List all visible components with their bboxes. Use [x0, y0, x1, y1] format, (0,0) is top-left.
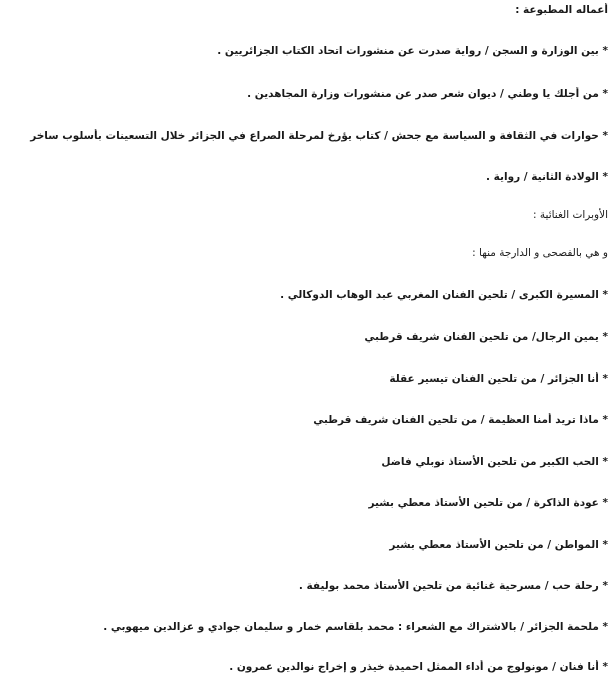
document-page: [6, 0, 614, 677]
operettas-intro: و هي بالفصحى و الدارجة منها :: [472, 247, 608, 259]
operetta-item: * المواطن / من تلحين الأستاذ معطي بشير: [389, 539, 608, 551]
operetta-item: * ملحمة الجزائر / بالاشتراك مع الشعراء : محمد بلقاسم خمار و سليمان جوادي و عزالدين ميهوبي .: [103, 621, 608, 633]
operetta-item: * أنا الجزائر / من تلحين الفنان تيسير عقلة: [389, 373, 608, 385]
operetta-item: * الحب الكبير من تلحين الأستاذ نوبلي فاضل: [381, 456, 608, 468]
printed-work-item: * الولادة الثانية / رواية .: [486, 171, 608, 183]
printed-work-item: * من أجلك يا وطني / ديوان شعر صدر عن منشورات وزارة المجاهدين .: [247, 88, 608, 100]
printed-work-item: * بين الوزارة و السجن / رواية صدرت عن منشورات اتحاد الكتاب الجزائريين .: [217, 45, 608, 57]
operetta-item: * ماذا تريد أمنا العظيمة / من تلحين الفنان شريف قرطبي: [313, 414, 608, 426]
operetta-item: * أنا فنان / مونولوج من أداء الممثل احميدة خيذر و إخراج نوالدين عمرون .: [229, 661, 608, 673]
operettas-heading: الأوبرات الغنائية :: [533, 209, 608, 221]
operetta-item: * المسيرة الكبرى / تلحين الفنان المغربي عبد الوهاب الدوكالي .: [280, 289, 608, 301]
printed-work-item: * حوارات في الثقافة و السياسة مع جحش / كتاب يؤرخ لمرحلة الصراع في الجزائر خلال التسعينات بأسلوب ساخر: [30, 130, 608, 142]
operetta-item: * رحلة حب / مسرحية غنائية من تلحين الأستاذ محمد بوليفة .: [298, 580, 608, 592]
printed-works-heading: أعماله المطبوعة :: [515, 4, 608, 16]
operetta-item: * عودة الذاكرة / من تلحين الأستاذ معطي بشير: [368, 497, 608, 509]
operetta-item: * يمين الرجال/ من تلحين الفنان شريف قرطبي: [364, 331, 608, 343]
